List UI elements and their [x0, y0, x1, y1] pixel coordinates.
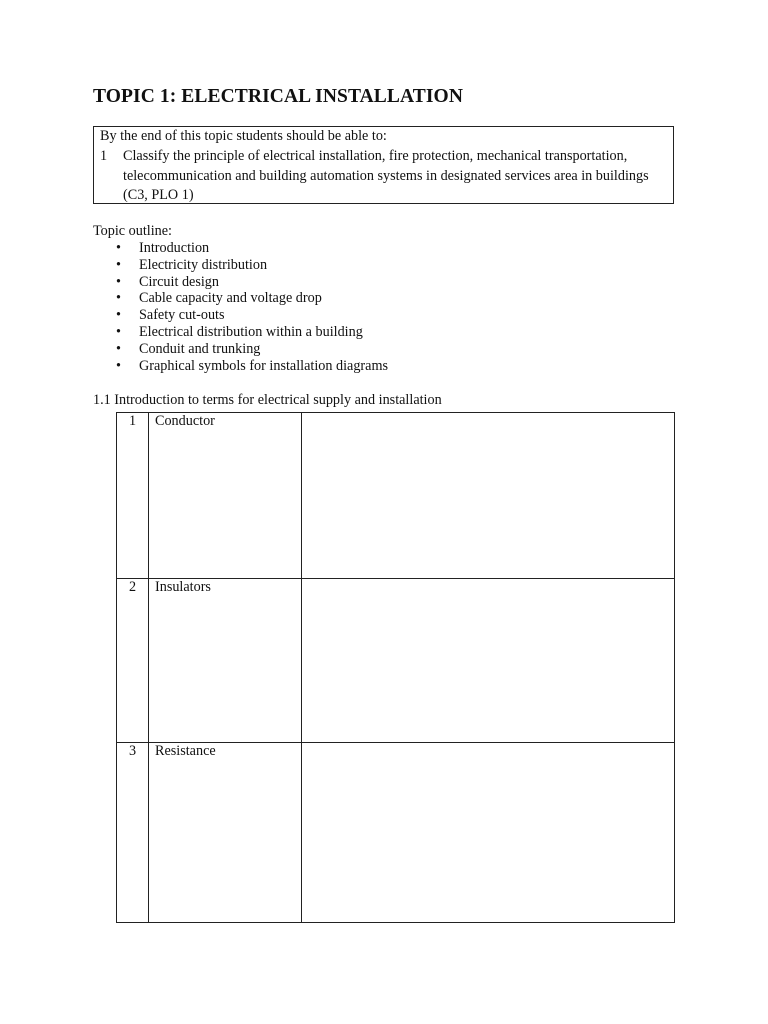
bullet-icon: •: [116, 307, 121, 324]
outline-item-label: Graphical symbols for installation diagrams: [139, 357, 389, 374]
outline-item-label: Conduit and trunking: [139, 340, 261, 357]
outline-item-label: Cable capacity and voltage drop: [139, 290, 322, 307]
bullet-icon: •: [116, 240, 121, 256]
table-row: [117, 413, 675, 579]
row-number: 3: [117, 743, 149, 923]
table-row: [117, 579, 675, 743]
outline-item: [116, 341, 388, 358]
answer-cell[interactable]: [302, 579, 675, 743]
outline-item-label: Circuit design: [139, 273, 219, 290]
term-cell: Conductor: [149, 413, 302, 579]
outline-item: [116, 257, 388, 274]
outline-item: [116, 358, 388, 375]
outline-item-label: Introduction: [139, 240, 210, 256]
outline-item-label: Electricity distribution: [139, 256, 268, 273]
row-number: 1: [117, 413, 149, 579]
terms-table: [116, 412, 675, 923]
term-cell: Insulators: [149, 579, 302, 743]
term-cell: Resistance: [149, 743, 302, 923]
learning-objectives-box: [93, 126, 674, 204]
topic-outline-list: [116, 240, 388, 374]
objective-text: Classify the principle of electrical installation, fire protection, mechanical transportation, telecommunication and building automation systems in designated services area in buildings (C3, PLO 1): [123, 148, 649, 203]
outline-item: [116, 240, 388, 257]
row-number: 2: [117, 579, 149, 743]
outline-item: [116, 307, 388, 324]
bullet-icon: •: [116, 340, 121, 357]
bullet-icon: •: [116, 290, 121, 307]
outline-item-label: Electrical distribution within a building: [139, 323, 363, 340]
outline-item: [116, 290, 388, 307]
bullet-icon: •: [116, 323, 121, 340]
answer-cell[interactable]: [302, 413, 675, 579]
bullet-icon: •: [116, 256, 121, 273]
objectives-intro: By the end of this topic students should be able to:: [100, 128, 387, 144]
page-title: TOPIC 1: ELECTRICAL INSTALLATION: [93, 86, 463, 107]
section-heading: 1.1 Introduction to terms for electrical supply and installation: [93, 392, 442, 408]
objective-number: 1: [100, 148, 108, 164]
table-row: [117, 743, 675, 923]
outline-item-label: Safety cut-outs: [139, 307, 225, 324]
bullet-icon: •: [116, 273, 121, 290]
bullet-icon: •: [116, 357, 121, 374]
outline-item: [116, 274, 388, 291]
outline-item: [116, 324, 388, 341]
topic-outline-heading: Topic outline:: [93, 223, 172, 239]
answer-cell[interactable]: [302, 743, 675, 923]
